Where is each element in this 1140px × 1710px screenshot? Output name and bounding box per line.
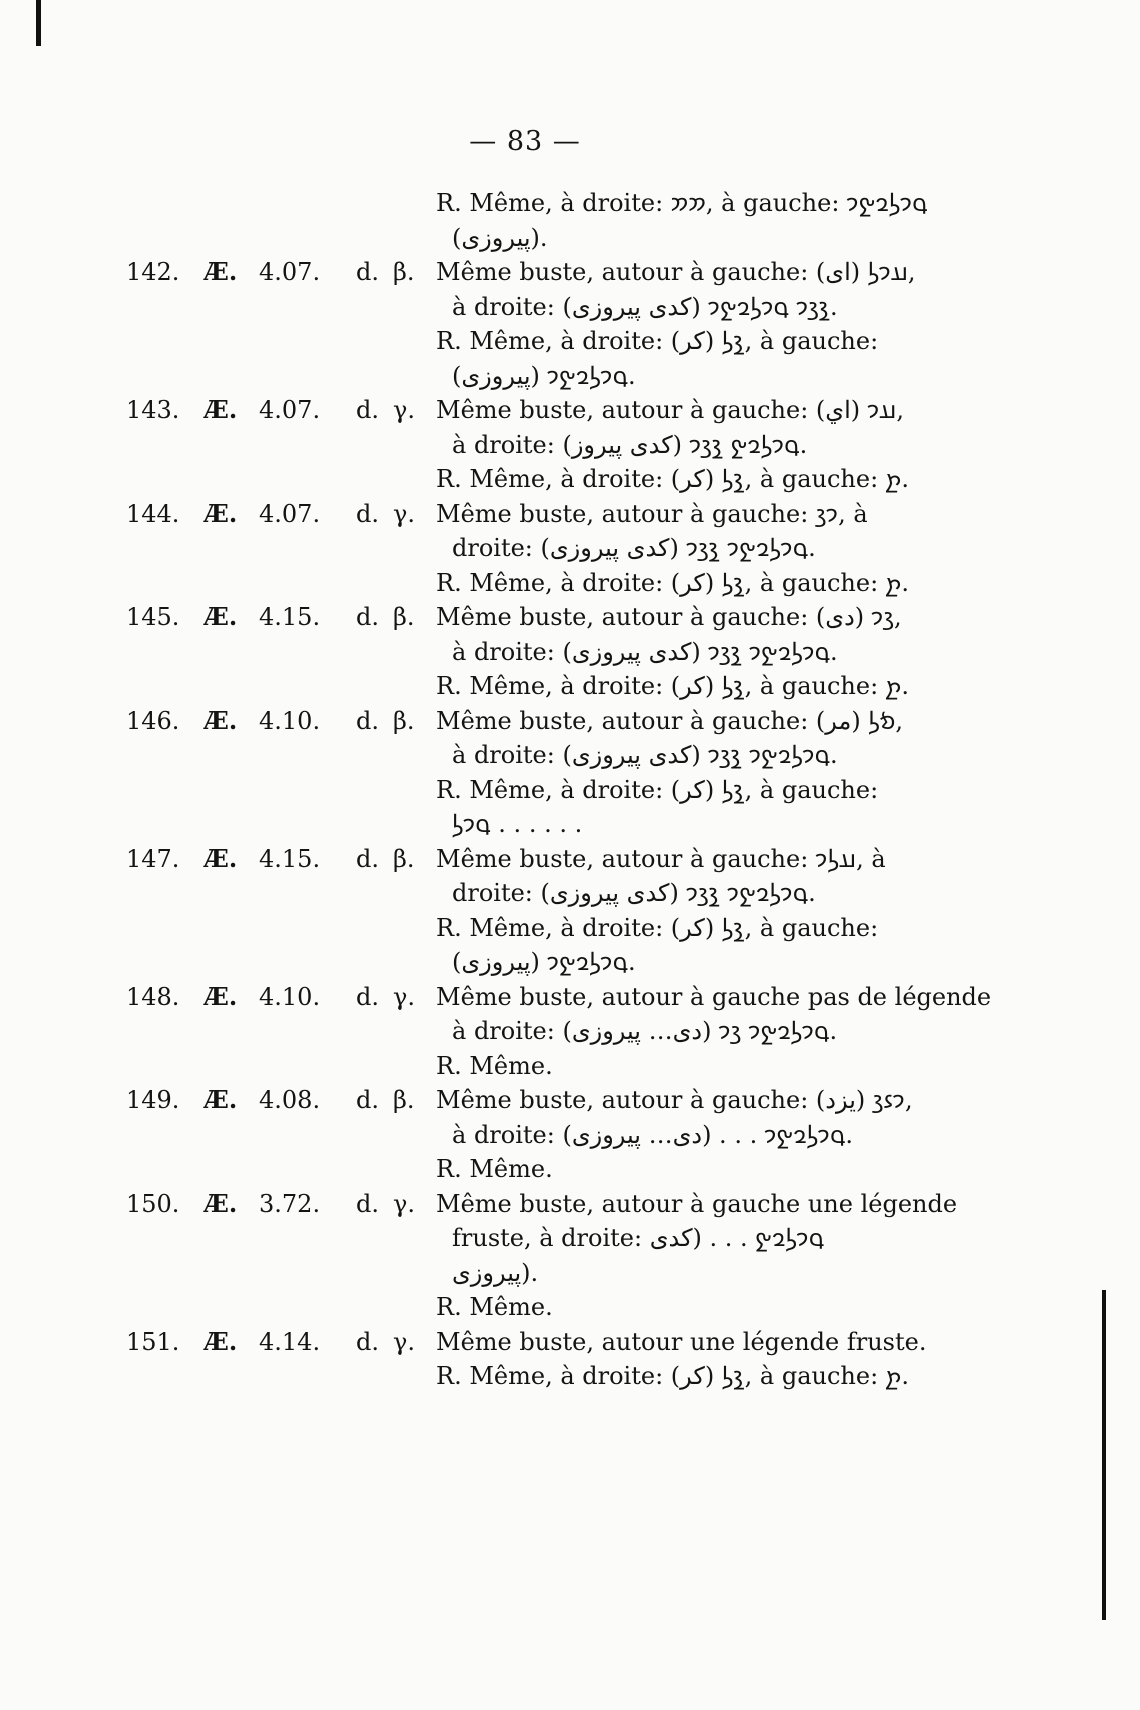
reverse-description: R. Même.	[436, 1293, 553, 1321]
entry-line	[0, 1083, 1140, 1118]
reverse-description: R. Même, à droite: 𐭪𐭫 (کر), à gauche: 𐭲.	[436, 568, 910, 597]
entry-line	[0, 635, 1140, 670]
entry-line	[0, 186, 1140, 221]
entry-number: 143.	[126, 396, 180, 424]
catalogue-entry	[0, 393, 1140, 497]
entry-metal: Æ.	[204, 981, 238, 1011]
reverse-description: R. Même, à droite: 𐭪𐭫 (کر), à gauche:	[436, 327, 879, 355]
entry-weight: 4.14.	[259, 1327, 321, 1356]
catalogue-entry	[0, 704, 1140, 842]
page-number: — 83 —	[469, 126, 581, 157]
obverse-description: 𐭯𐭩𐭫𐭥𐭰𐭩 (پیروزی).	[452, 361, 636, 390]
entry-number: 145.	[126, 603, 180, 631]
reverse-description: R. Même, à droite: 𐭪𐭫 (کر), à gauche:	[436, 913, 879, 942]
catalogue-entry	[0, 1187, 1140, 1325]
entry-metal: Æ.	[204, 705, 238, 735]
obverse-description: Même buste, autour une légende fruste.	[436, 1327, 927, 1356]
entry-line	[0, 807, 1140, 842]
entry-weight: 4.15.	[259, 603, 321, 631]
entry-line	[0, 773, 1140, 808]
reverse-description: R. Même.	[436, 1155, 553, 1183]
entry-weight: 4.07.	[259, 499, 321, 528]
obverse-description: Même buste, autour à gauche: 𐭠𐭫𐭩, à	[436, 844, 886, 873]
entry-line	[0, 842, 1140, 877]
entry-number: 150.	[126, 1189, 180, 1218]
reverse-description: R. Même, à droite: 𐭪𐭫 (کر), à gauche: 𐭲.	[436, 672, 910, 700]
reverse-description: R. Même, à droite: 𐭪𐭫 (کر), à gauche:	[436, 775, 879, 804]
entry-metal: Æ.	[204, 1188, 238, 1218]
entry-weight: 4.07.	[259, 258, 321, 286]
obverse-description: پیروزی).	[452, 1258, 539, 1287]
entry-variety: β.	[393, 1086, 415, 1114]
entry-metal: Æ.	[204, 1326, 238, 1356]
entry-number: 151.	[126, 1327, 180, 1356]
entry-direction: d.	[356, 603, 379, 631]
entry-line	[0, 1256, 1140, 1291]
entry-weight: 4.15.	[259, 844, 321, 873]
entry-number: 142.	[126, 258, 180, 286]
obverse-description: à droite: 𐭯𐭩𐭫𐭥𐭰𐭩 . . . (دی… پیروزی).	[452, 1120, 854, 1149]
entry-line	[0, 531, 1140, 566]
entry-variety: β.	[393, 844, 415, 873]
entry-line	[0, 324, 1140, 359]
entry-variety: γ.	[393, 1327, 415, 1356]
catalogue-entry	[0, 600, 1140, 704]
entry-metal: Æ.	[204, 498, 238, 528]
entry-line	[0, 221, 1140, 256]
entry-number: 144.	[126, 499, 180, 528]
entry-variety: β.	[393, 603, 415, 631]
entry-line	[0, 1325, 1140, 1360]
reverse-description: R. Même, à droite: 𐭪𐭫 (کر), à gauche: 𐭲.	[436, 1362, 910, 1390]
entry-direction: d.	[356, 1327, 379, 1356]
reverse-description: R. Même, à droite: 𐭮𐭮, à gauche: 𐭯𐭩𐭫𐭥𐭰𐭩	[436, 189, 928, 217]
entry-line	[0, 566, 1140, 601]
entry-line	[0, 1049, 1140, 1084]
obverse-description: Même buste, autour à gauche pas de légende	[436, 982, 992, 1011]
catalogue-entry	[0, 842, 1140, 980]
obverse-description: Même buste, autour à gauche: 𐭠𐭩 (اي),	[436, 396, 904, 424]
entry-weight: 4.07.	[259, 396, 321, 424]
entry-metal: Æ.	[204, 257, 238, 286]
entry-line	[0, 600, 1140, 635]
entry-line	[0, 1290, 1140, 1325]
entry-weight: 4.08.	[259, 1086, 321, 1114]
reverse-description: R. Même, à droite: 𐭪𐭫 (کر), à gauche: 𐭲.	[436, 465, 910, 493]
catalogue-entry	[0, 186, 1140, 255]
obverse-description: Même buste, autour à gauche une légende	[436, 1189, 958, 1218]
entry-metal: Æ.	[204, 1085, 238, 1114]
entry-line	[0, 1118, 1140, 1153]
obverse-description: Même buste, autour à gauche: 𐭬𐭫 (مر),	[436, 706, 904, 735]
entry-line	[0, 945, 1140, 980]
obverse-description: Même buste, autour à gauche: 𐭣𐭩 (دی),	[436, 603, 902, 631]
catalogue-entry	[0, 497, 1140, 601]
entry-number: 147.	[126, 844, 180, 873]
entry-direction: d.	[356, 1086, 379, 1114]
scan-edge-mark	[36, 0, 41, 46]
entry-line	[0, 876, 1140, 911]
entry-line	[0, 1221, 1140, 1256]
obverse-description: Même buste, autour à gauche: 𐭠𐭩𐭫 (ای),	[436, 258, 916, 286]
catalogue-entries	[0, 186, 1140, 1394]
obverse-description: droite: 𐭯𐭩𐭫𐭥𐭰𐭩 𐭪𐭣𐭩 (کدی پیروزی).	[452, 534, 816, 562]
entry-direction: d.	[356, 982, 379, 1011]
entry-line	[0, 1359, 1140, 1394]
entry-metal: Æ.	[204, 843, 238, 873]
entry-direction: d.	[356, 258, 379, 286]
entry-weight: 4.10.	[259, 706, 321, 735]
entry-direction: d.	[356, 499, 379, 528]
entry-weight: 4.10.	[259, 982, 321, 1011]
entry-line	[0, 462, 1140, 497]
entry-variety: β.	[393, 258, 415, 286]
entry-line	[0, 911, 1140, 946]
catalogue-entry	[0, 980, 1140, 1084]
entry-number: 148.	[126, 982, 180, 1011]
entry-weight: 3.72.	[259, 1189, 321, 1218]
entry-variety: γ.	[393, 396, 415, 424]
entry-line	[0, 359, 1140, 394]
obverse-description: Même buste, autour à gauche: 𐭩𐭣, à	[436, 499, 868, 528]
entry-line	[0, 738, 1140, 773]
obverse-description: Même buste, autour à gauche: 𐭩𐭦𐭣 (یزد),	[436, 1086, 913, 1114]
entry-line	[0, 704, 1140, 739]
entry-line	[0, 1187, 1140, 1222]
obverse-description: fruste, à droite: 𐭯𐭩𐭫𐭥𐭰 . . . (کدی	[452, 1224, 825, 1252]
obverse-description: à droite: 𐭯𐭩𐭫𐭥𐭰𐭩 𐭪𐭣𐭩 (کدی پیروزی).	[452, 637, 838, 666]
entry-number: 146.	[126, 706, 180, 735]
entry-line	[0, 669, 1140, 704]
catalogue-entry	[0, 1083, 1140, 1187]
entry-variety: γ.	[393, 499, 415, 528]
entry-direction: d.	[356, 396, 379, 424]
obverse-description: 𐭯𐭩𐭫𐭥𐭰𐭩 (پیروزی).	[452, 948, 636, 976]
entry-line	[0, 290, 1140, 325]
entry-variety: γ.	[393, 982, 415, 1011]
obverse-description: à droite: 𐭪𐭣𐭩 𐭯𐭩𐭫𐭥𐭰𐭩 (کدی پیروزی).	[452, 292, 838, 321]
entry-line	[0, 1152, 1140, 1187]
entry-metal: Æ.	[204, 602, 238, 631]
reverse-description: R. Même.	[436, 1051, 553, 1080]
entry-metal: Æ.	[204, 395, 238, 424]
entry-variety: γ.	[393, 1189, 415, 1218]
catalogue-entry	[0, 1325, 1140, 1394]
entry-line	[0, 497, 1140, 532]
entry-direction: d.	[356, 844, 379, 873]
obverse-description: à droite: 𐭯𐭩𐭫𐭥𐭰𐭩 𐭪𐭣𐭩 (کدی پیروزی).	[452, 741, 838, 769]
obverse-description: à droite: 𐭯𐭩𐭫𐭥𐭰𐭩 𐭣𐭩 (دی… پیروزی).	[452, 1017, 838, 1045]
catalogue-entry	[0, 255, 1140, 393]
obverse-description: 𐭯𐭩𐭫 . . . . . .	[452, 810, 583, 838]
entry-direction: d.	[356, 1189, 379, 1218]
obverse-description: (پیروزی).	[452, 223, 548, 252]
entry-line	[0, 1014, 1140, 1049]
entry-variety: β.	[393, 706, 415, 735]
obverse-description: à droite: 𐭯𐭩𐭫𐭥𐭰 𐭪𐭣𐭩 (کدی پیروز).	[452, 430, 808, 459]
entry-line	[0, 393, 1140, 428]
obverse-description: droite: 𐭯𐭩𐭫𐭥𐭰𐭩 𐭪𐭣𐭩 (کدی پیروزی).	[452, 879, 816, 907]
entry-line	[0, 980, 1140, 1015]
entry-line	[0, 428, 1140, 463]
entry-direction: d.	[356, 706, 379, 735]
entry-line	[0, 255, 1140, 290]
entry-number: 149.	[126, 1086, 180, 1114]
